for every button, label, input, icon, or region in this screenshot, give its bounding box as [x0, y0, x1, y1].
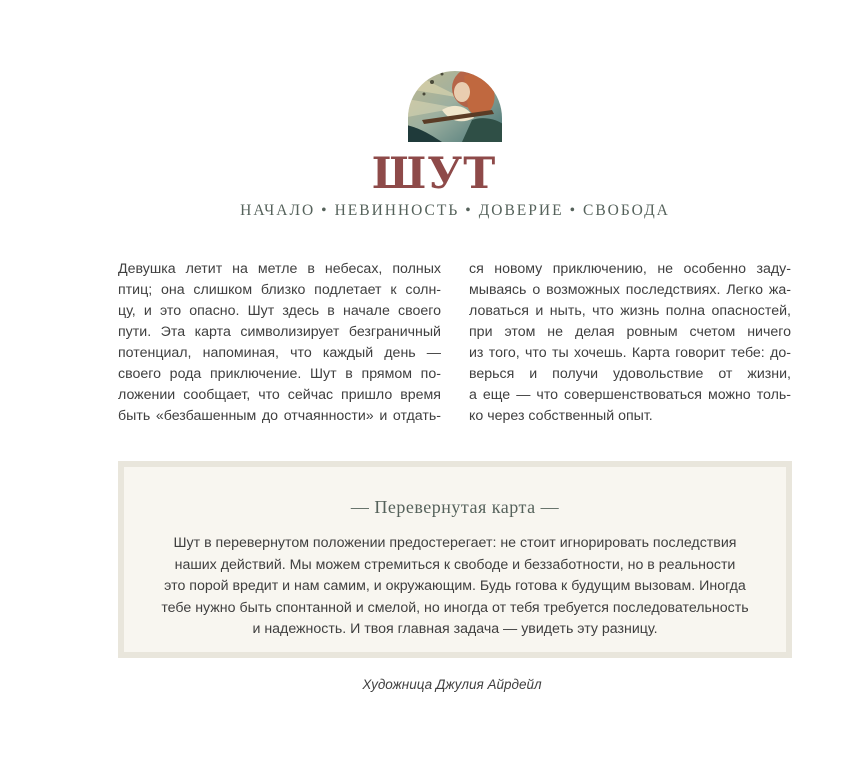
text-line: и надежность. И твоя главная задача — увидеть эту разницу.	[252, 621, 658, 637]
artist-credit: Художница Джулия Айрдейл	[362, 677, 542, 692]
text-line: ложении сообщает, что сейчас пришло время	[118, 387, 441, 403]
text-line: птиц; она слишком близко подлетает к солн-	[118, 282, 441, 298]
text-line: Девушка летит на метле в небесах, полных	[118, 261, 441, 277]
keyword: НАЧАЛО	[240, 202, 316, 219]
reversed-card-box	[118, 461, 792, 658]
keyword: НЕВИННОСТЬ	[334, 202, 460, 219]
text-line: Шут в перевернутом положении предостерегает: не стоит игнорировать последствия	[173, 535, 737, 551]
reversed-card-text	[144, 533, 766, 641]
heading-dash: —	[350, 497, 370, 517]
heading-dash: —	[540, 497, 560, 517]
description-column-right	[469, 259, 791, 427]
text-line: своего рода приключение. Шут в прямом по-	[118, 366, 441, 382]
text-line: ловаться и ныть, что жизнь полна опасностей,	[469, 303, 791, 319]
text-line: из того, что ты хочешь. Карта говорит тебе: до-	[469, 345, 791, 361]
text-line: ко через собственный опыт.	[469, 408, 653, 424]
text-line: быть «безбашенным до отчаянности» и отдать-	[118, 408, 441, 424]
keyword-separator: •	[569, 202, 577, 219]
text-line: ся новому приключению, не особенно заду-	[469, 261, 791, 277]
keyword: ДОВЕРИЕ	[478, 202, 564, 219]
reversed-card-title: Перевернутая карта	[374, 497, 536, 517]
description-column-left	[118, 259, 441, 427]
card-illustration	[402, 58, 508, 142]
text-line: это порой вредит и нам самим, и окружающим. Будь готова к будущим вызовам. Иногда	[164, 578, 746, 594]
text-line: потенциал, напоминая, что каждый день —	[118, 345, 441, 361]
text-line: пути. Эта карта символизирует безграничный	[118, 324, 441, 340]
text-line: при этом не делая ровным счетом ничего	[469, 324, 791, 340]
text-line: мываясь о возможных последствиях. Легко жа-	[469, 282, 791, 298]
card-keywords	[0, 202, 868, 220]
text-line: тебе нужно быть спонтанной и смелой, но иногда от тебя требуется последовательность	[161, 599, 749, 616]
text-line: верься и получи удовольствие от жизни,	[469, 366, 791, 382]
text-line: наших действий. Мы можем стремиться к свободе и беззаботности, но в реальности	[174, 556, 736, 573]
reversed-card-heading	[124, 497, 786, 518]
keyword-separator: •	[465, 202, 473, 219]
keyword: СВОБОДА	[583, 202, 670, 219]
text-line: цу, и это опасно. Шут здесь в начале своего	[118, 303, 441, 319]
text-line: а еще — что совершенствоваться можно толь-	[469, 387, 791, 403]
reversed-card-panel	[124, 467, 786, 652]
card-title: ШУТ	[371, 149, 497, 199]
keyword-separator: •	[321, 202, 329, 219]
